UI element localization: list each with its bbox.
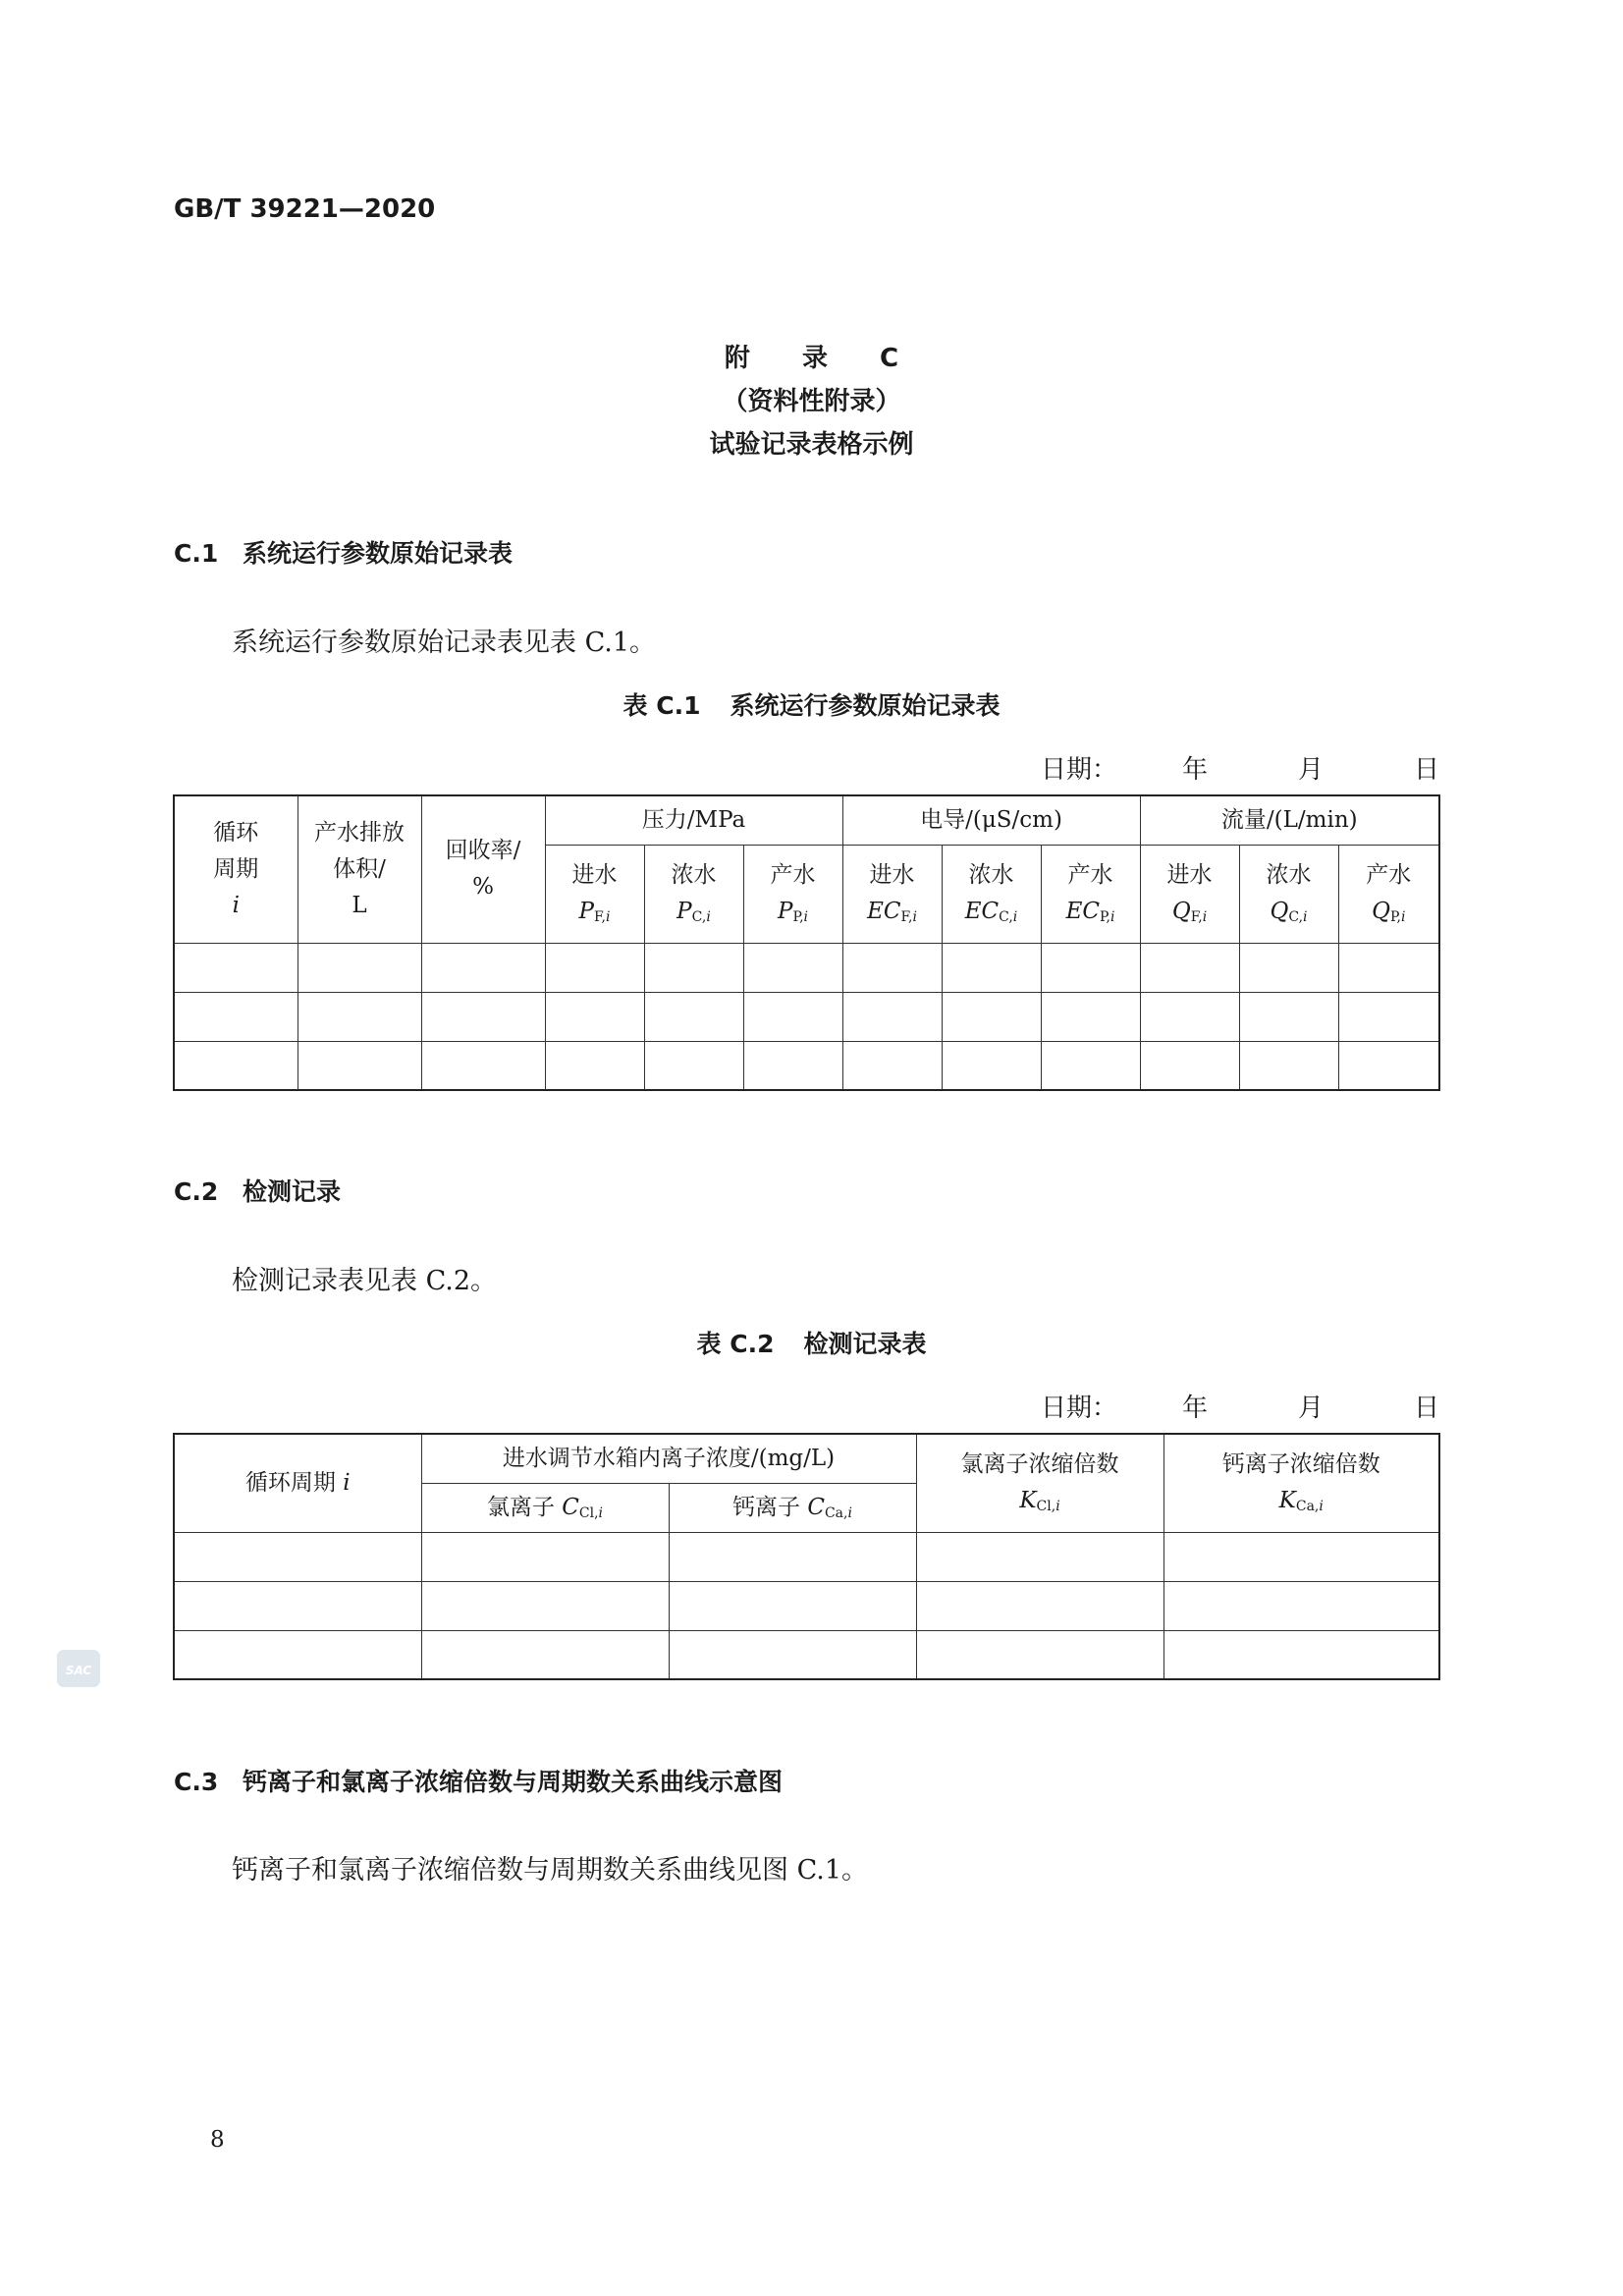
table-cell bbox=[916, 1581, 1163, 1630]
table-row bbox=[174, 943, 1439, 992]
header-k-calcium bbox=[1163, 1434, 1439, 1532]
date-year: 年 bbox=[1182, 1394, 1209, 1423]
section-c1-number: C.1 bbox=[174, 539, 219, 568]
symbol-index: i bbox=[598, 1504, 604, 1521]
table-cell bbox=[644, 1041, 743, 1090]
subheader-symbol bbox=[645, 894, 743, 930]
symbol-base: EC bbox=[964, 899, 1000, 924]
subheader-symbol bbox=[744, 894, 842, 930]
table2-caption-title: 检测记录表 bbox=[803, 1330, 927, 1358]
date-year: 年 bbox=[1182, 755, 1209, 785]
subheader-label: 浓水 bbox=[671, 862, 717, 889]
header-k-calcium-label: 钙离子浓缩倍数 bbox=[1221, 1451, 1380, 1478]
symbol-base: P bbox=[676, 899, 692, 924]
date-label: 日期： bbox=[1041, 1394, 1118, 1423]
subheader-cell bbox=[942, 845, 1041, 943]
table-cell bbox=[421, 943, 545, 992]
header-calcium-label: 钙离子 bbox=[732, 1494, 801, 1520]
subheader-symbol bbox=[1141, 894, 1239, 930]
symbol-base: K bbox=[1019, 1488, 1037, 1514]
section-c2-title: 检测记录 bbox=[243, 1177, 342, 1206]
symbol-base: Q bbox=[1171, 899, 1191, 924]
symbol-base: Q bbox=[1372, 899, 1390, 924]
table-cell bbox=[842, 992, 942, 1041]
sac-logo bbox=[57, 1650, 100, 1687]
symbol-index: i bbox=[1400, 909, 1406, 925]
header-k-chloride-symbol bbox=[917, 1483, 1163, 1519]
table-cell bbox=[1239, 992, 1338, 1041]
subheader-label: 浓水 bbox=[1266, 862, 1312, 889]
symbol-sub: Ca, bbox=[1295, 1499, 1320, 1515]
header-recovery-line2: % bbox=[472, 874, 494, 901]
date-month: 月 bbox=[1298, 1394, 1325, 1423]
symbol-sub: P, bbox=[1389, 909, 1401, 925]
symbol-sub: P, bbox=[1099, 909, 1110, 925]
table1 bbox=[173, 794, 1440, 1091]
symbol-sub: Ca, bbox=[824, 1504, 848, 1521]
table-cell bbox=[842, 1041, 942, 1090]
header-cycle-line2: 周期 bbox=[213, 855, 259, 882]
table-cell bbox=[174, 1630, 421, 1679]
subheader-cell bbox=[1338, 845, 1439, 943]
table-row bbox=[174, 992, 1439, 1041]
table-cell bbox=[298, 1041, 421, 1090]
table-cell bbox=[174, 1532, 421, 1581]
table-cell bbox=[1338, 1041, 1439, 1090]
header-chloride bbox=[421, 1483, 669, 1532]
header-k-chloride-label: 氯离子浓缩倍数 bbox=[960, 1451, 1119, 1478]
date-label: 日期： bbox=[1041, 755, 1118, 785]
header-calcium bbox=[669, 1483, 916, 1532]
date-day: 日 bbox=[1414, 755, 1440, 785]
symbol-sub: F, bbox=[900, 909, 913, 925]
symbol-base: Q bbox=[1270, 899, 1289, 924]
header-pressure: 压力/MPa bbox=[545, 795, 842, 845]
table-cell bbox=[1338, 992, 1439, 1041]
subheader-symbol bbox=[546, 894, 644, 930]
subheader-label: 进水 bbox=[869, 862, 915, 889]
table1-caption-number: 表 C.1 bbox=[622, 691, 701, 720]
table-cell bbox=[942, 1041, 1041, 1090]
header-k-chloride bbox=[916, 1434, 1163, 1532]
table1-date-row bbox=[1041, 749, 1438, 783]
table1-caption bbox=[0, 686, 1623, 722]
table-row bbox=[174, 1581, 1439, 1630]
table-cell bbox=[1041, 943, 1140, 992]
sac-logo-text: SAC bbox=[65, 1664, 92, 1677]
table2-caption bbox=[0, 1325, 1623, 1360]
symbol-sub: F, bbox=[594, 909, 606, 925]
table-cell bbox=[1041, 992, 1140, 1041]
section-c2-number: C.2 bbox=[174, 1177, 219, 1206]
section-c1-title: 系统运行参数原始记录表 bbox=[243, 539, 514, 568]
table-cell bbox=[421, 1581, 669, 1630]
section-c2-heading bbox=[174, 1173, 341, 1208]
subheader-cell bbox=[743, 845, 842, 943]
subheader-cell bbox=[1140, 845, 1239, 943]
table-cell bbox=[743, 943, 842, 992]
subheader-symbol bbox=[1339, 894, 1439, 930]
table-cell bbox=[942, 943, 1041, 992]
table-cell bbox=[743, 992, 842, 1041]
table-cell bbox=[669, 1532, 916, 1581]
symbol-index: i bbox=[1055, 1499, 1060, 1515]
header-chloride-label: 氯离子 bbox=[486, 1494, 555, 1520]
subheader-cell bbox=[1239, 845, 1338, 943]
table-cell bbox=[421, 1532, 669, 1581]
table-cell bbox=[916, 1630, 1163, 1679]
table-row bbox=[174, 1630, 1439, 1679]
standard-code: GB/T 39221—2020 bbox=[174, 194, 436, 224]
table-row bbox=[174, 1041, 1439, 1090]
appendix-subtitle: （资料性附录） bbox=[722, 387, 901, 416]
appendix-title: 附 录 C bbox=[724, 344, 921, 373]
symbol-base: C bbox=[562, 1494, 579, 1520]
subheader-label: 浓水 bbox=[968, 862, 1014, 889]
symbol-index: i bbox=[1110, 909, 1115, 925]
table-cell bbox=[1041, 1041, 1140, 1090]
table2-caption-number: 表 C.2 bbox=[696, 1330, 775, 1358]
table-cell bbox=[942, 992, 1041, 1041]
symbol-index: i bbox=[803, 909, 809, 925]
symbol-index: i bbox=[706, 909, 711, 925]
header-conductivity: 电导/(μS/cm) bbox=[842, 795, 1140, 845]
section-c3-text: 钙离子和氯离子浓缩倍数与周期数关系曲线见图 C.1。 bbox=[232, 1855, 869, 1886]
subheader-cell bbox=[545, 845, 644, 943]
header-cycle-line3: i bbox=[232, 892, 240, 918]
header-cycle bbox=[174, 795, 298, 943]
header-cycle bbox=[174, 1434, 421, 1532]
table-cell bbox=[1140, 943, 1239, 992]
header-cycle-label: 循环周期 bbox=[244, 1469, 336, 1496]
table-cell bbox=[545, 1041, 644, 1090]
symbol-base: EC bbox=[1065, 899, 1100, 924]
symbol-base: P bbox=[778, 899, 793, 924]
header-k-calcium-symbol bbox=[1164, 1483, 1439, 1519]
date-month: 月 bbox=[1298, 755, 1325, 785]
header-recovery-line1: 回收率/ bbox=[445, 838, 521, 864]
subheader-symbol bbox=[943, 894, 1041, 930]
header-concentration: 进水调节水箱内离子浓度/(mg/L) bbox=[421, 1434, 916, 1483]
symbol-sub: P, bbox=[792, 909, 804, 925]
header-flow: 流量/(L/min) bbox=[1140, 795, 1439, 845]
date-day: 日 bbox=[1414, 1394, 1440, 1423]
symbol-index: i bbox=[912, 909, 917, 925]
section-c1-heading bbox=[174, 534, 513, 570]
section-c1-text: 系统运行参数原始记录表见表 C.1。 bbox=[232, 628, 657, 658]
symbol-index: i bbox=[1319, 1499, 1324, 1515]
symbol-sub: F, bbox=[1190, 909, 1203, 925]
table-cell bbox=[421, 1041, 545, 1090]
section-c3-heading bbox=[174, 1763, 783, 1798]
subheader-symbol bbox=[843, 894, 942, 930]
subheader-cell bbox=[842, 845, 942, 943]
symbol-base: P bbox=[578, 899, 594, 924]
subheader-label: 进水 bbox=[1166, 862, 1213, 889]
subheader-cell bbox=[1041, 845, 1140, 943]
header-volume bbox=[298, 795, 421, 943]
table-cell bbox=[174, 943, 298, 992]
subheader-cell bbox=[644, 845, 743, 943]
table-row bbox=[174, 1532, 1439, 1581]
table-cell bbox=[545, 992, 644, 1041]
symbol-base: C bbox=[807, 1494, 825, 1520]
symbol-sub: Cl, bbox=[1036, 1499, 1056, 1515]
subheader-symbol bbox=[1240, 894, 1338, 930]
symbol-sub: C, bbox=[691, 909, 707, 925]
header-cycle-var: i bbox=[343, 1469, 351, 1496]
symbol-index: i bbox=[605, 909, 611, 925]
subheader-symbol bbox=[1042, 894, 1140, 930]
table-cell bbox=[421, 992, 545, 1041]
header-volume-line1: 产水排放 bbox=[314, 820, 405, 847]
symbol-index: i bbox=[1303, 909, 1308, 925]
table-cell bbox=[1163, 1630, 1439, 1679]
table-cell bbox=[545, 943, 644, 992]
symbol-index: i bbox=[1012, 909, 1018, 925]
subheader-label: 进水 bbox=[571, 862, 618, 889]
table-cell bbox=[174, 992, 298, 1041]
subheader-label: 产水 bbox=[1366, 862, 1412, 889]
page-number: 8 bbox=[210, 2127, 225, 2153]
table2 bbox=[173, 1433, 1440, 1680]
table-cell bbox=[743, 1041, 842, 1090]
section-c3-title: 钙离子和氯离子浓缩倍数与周期数关系曲线示意图 bbox=[243, 1768, 784, 1796]
table-cell bbox=[644, 943, 743, 992]
table-cell bbox=[298, 943, 421, 992]
subheader-label: 产水 bbox=[1067, 862, 1113, 889]
symbol-base: EC bbox=[867, 899, 901, 924]
table2-date-row bbox=[1041, 1388, 1438, 1421]
table-cell bbox=[1140, 1041, 1239, 1090]
table-cell bbox=[916, 1532, 1163, 1581]
section-c3-number: C.3 bbox=[174, 1768, 219, 1796]
symbol-index: i bbox=[847, 1504, 852, 1521]
section-c2-text: 检测记录表见表 C.2。 bbox=[232, 1266, 498, 1296]
table-cell bbox=[644, 992, 743, 1041]
header-volume-line2: 体积/ bbox=[333, 855, 386, 882]
table-cell bbox=[669, 1630, 916, 1679]
table-cell bbox=[669, 1581, 916, 1630]
symbol-base: K bbox=[1278, 1488, 1296, 1514]
table-cell bbox=[1239, 943, 1338, 992]
table-cell bbox=[1239, 1041, 1338, 1090]
symbol-sub: C, bbox=[1288, 909, 1304, 925]
appendix-name: 试验记录表格示例 bbox=[709, 430, 914, 460]
header-cycle-line1: 循环 bbox=[213, 820, 259, 847]
table-cell bbox=[421, 1630, 669, 1679]
table-cell bbox=[842, 943, 942, 992]
table1-caption-title: 系统运行参数原始记录表 bbox=[730, 691, 1001, 720]
table-cell bbox=[174, 1581, 421, 1630]
symbol-sub: C, bbox=[999, 909, 1013, 925]
table-cell bbox=[1140, 992, 1239, 1041]
symbol-sub: Cl, bbox=[578, 1504, 599, 1521]
table-cell bbox=[1163, 1581, 1439, 1630]
table-cell bbox=[174, 1041, 298, 1090]
header-recovery bbox=[421, 795, 545, 943]
table-cell bbox=[1163, 1532, 1439, 1581]
symbol-index: i bbox=[1202, 909, 1208, 925]
table-cell bbox=[1338, 943, 1439, 992]
subheader-label: 产水 bbox=[770, 862, 816, 889]
header-volume-line3: L bbox=[352, 892, 367, 918]
table-cell bbox=[298, 992, 421, 1041]
